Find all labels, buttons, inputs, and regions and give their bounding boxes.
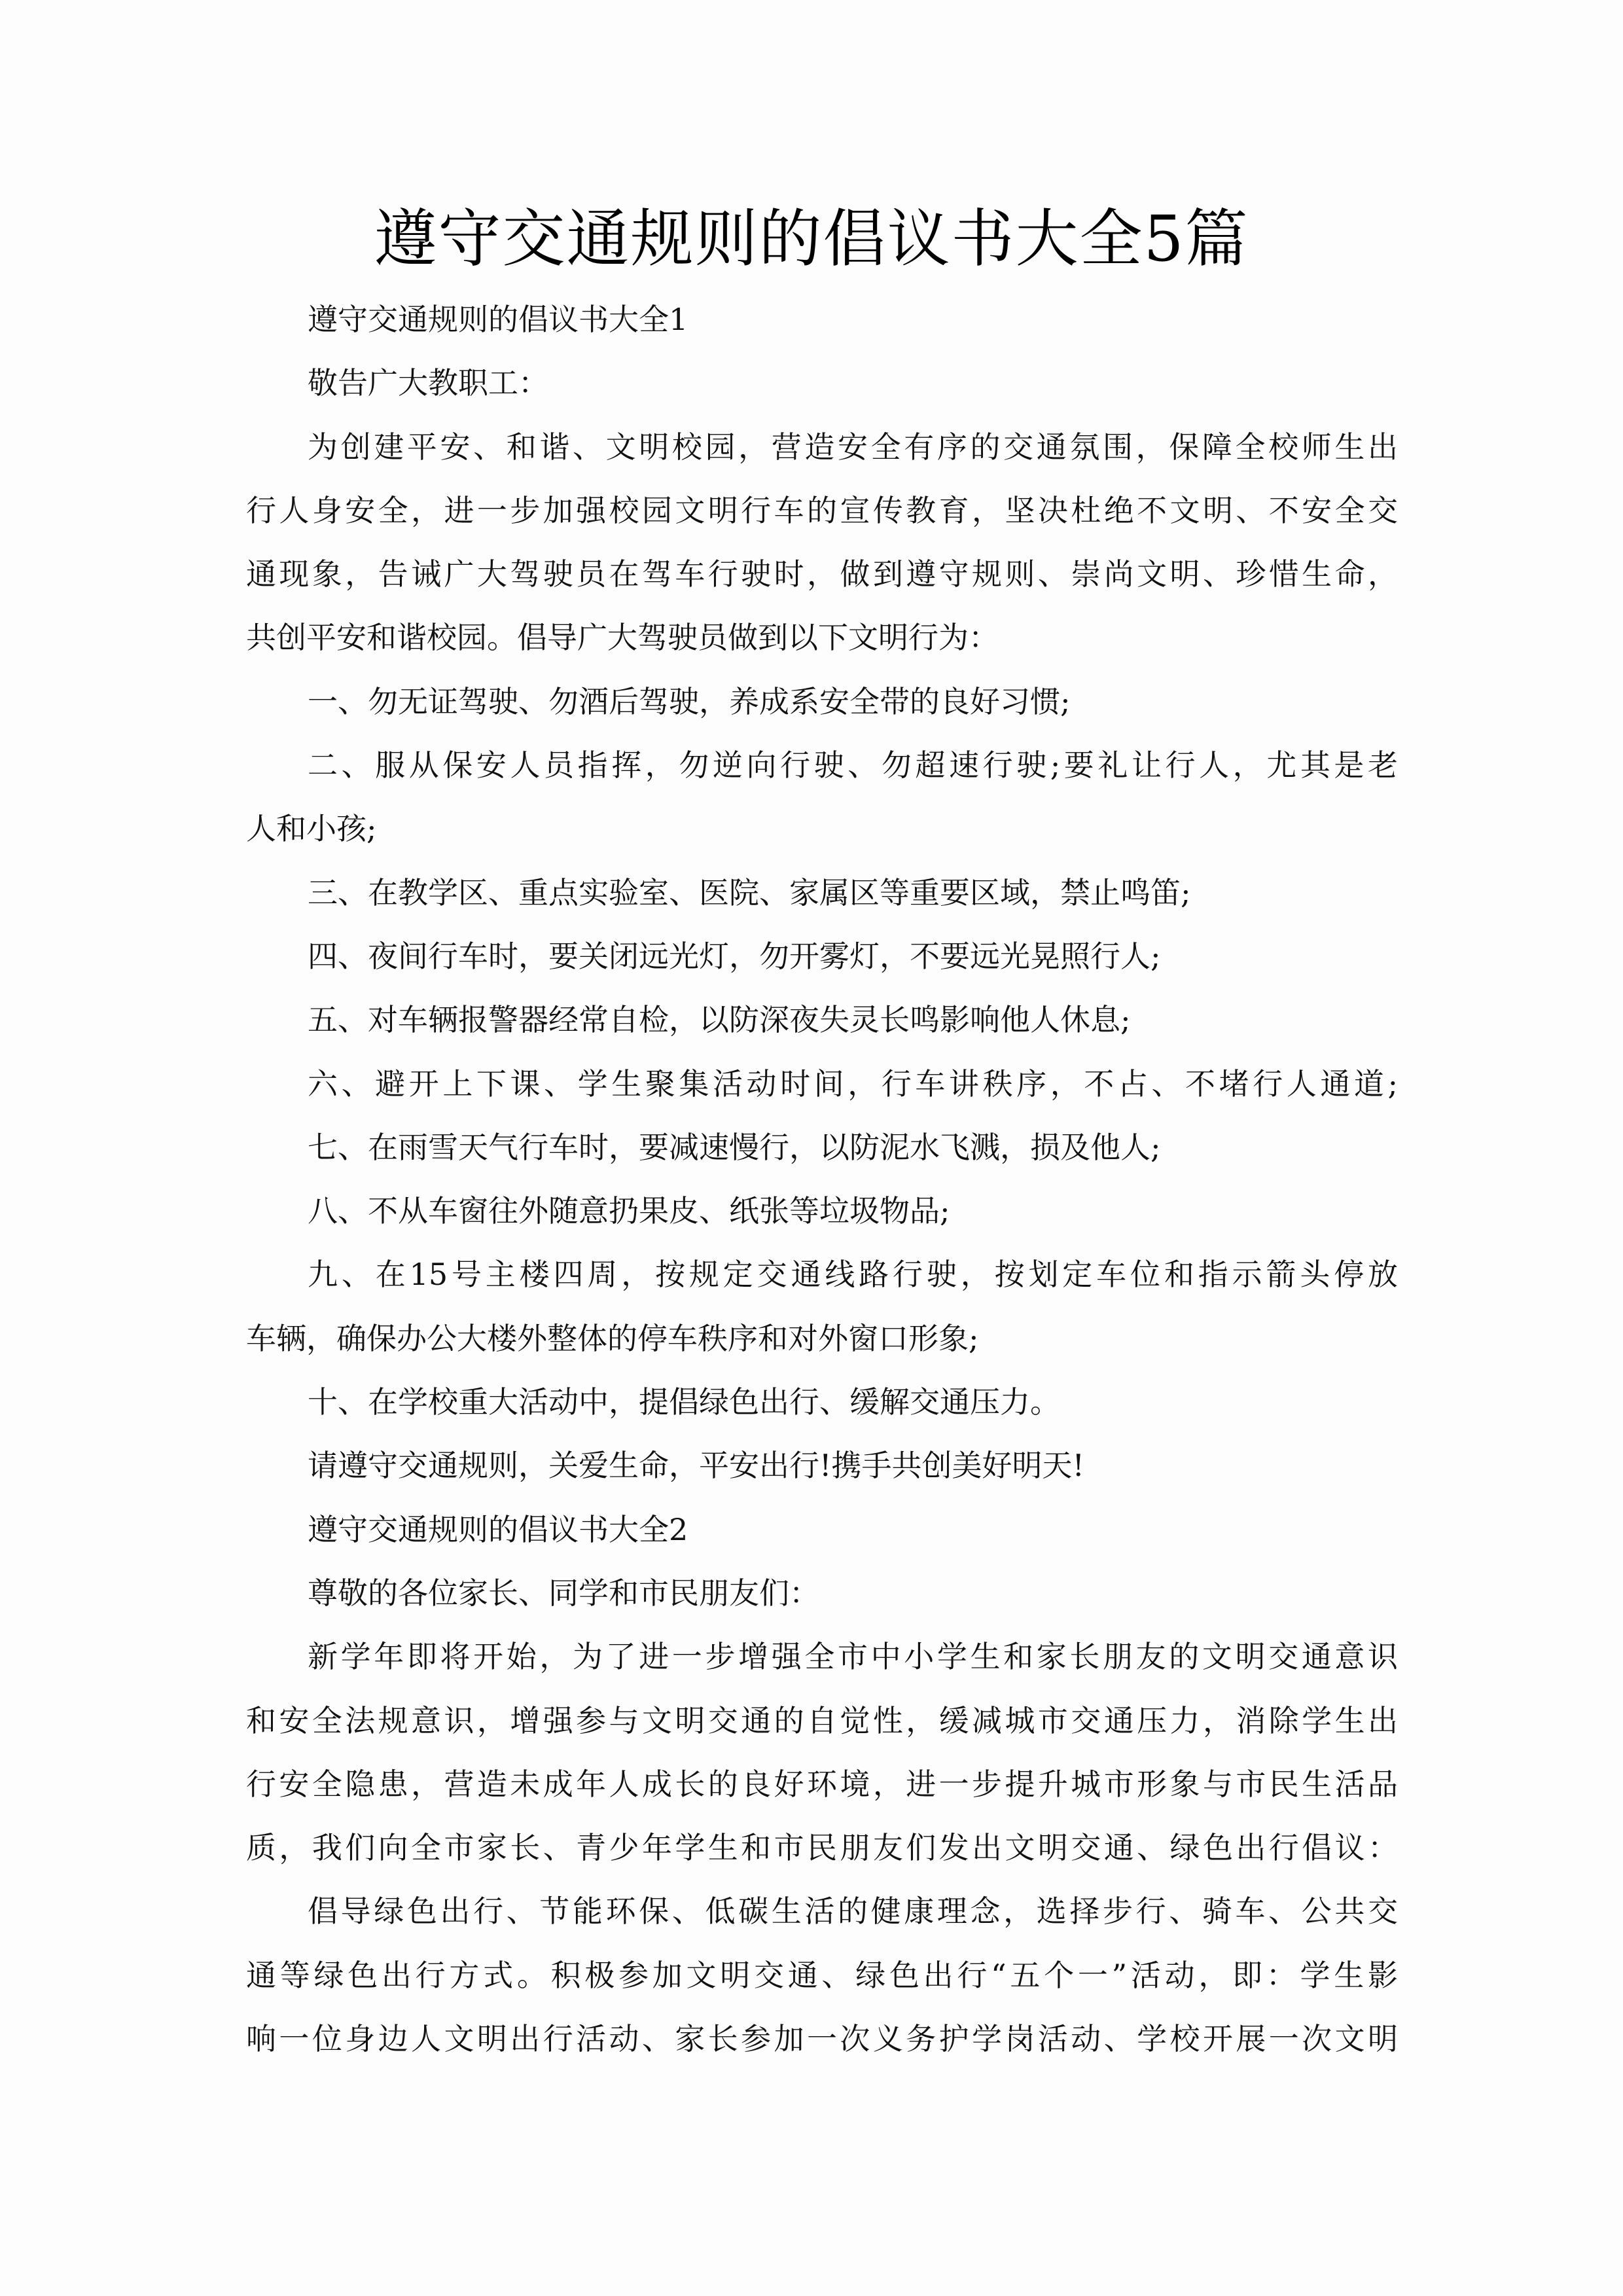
paragraph-line: 遵守交通规则的倡议书大全2 [308,1511,688,1547]
paragraph-line: 五、对车辆报警器经常自检，以防深夜失灵长鸣影响他人休息; [308,1002,1131,1038]
paragraph-line: 尊敬的各位家长、同学和市民朋友们： [308,1575,819,1611]
paragraph-line: 一、勿无证驾驶、勿酒后驾驶，养成系安全带的良好习惯; [308,683,1071,719]
paragraph-line: 敬告广大教职工： [308,365,548,401]
paragraph-line: 共创平安和谐校园。倡导广大驾驶员做到以下文明行为： [246,620,999,656]
paragraph-line: 行人身安全，进一步加强校园文明行车的宣传教育，坚决杜绝不文明、不安全交 [246,492,1398,528]
paragraph-line: 通等绿色出行方式。积极参加文明交通、绿色出行“五个一”活动，即：学生影 [246,1957,1398,1993]
paragraph-line: 为创建平安、和谐、文明校园，营造安全有序的交通氛围，保障全校师生出 [308,429,1398,465]
document-body [246,288,1398,2071]
document-title: 遵守交通规则的倡议书大全5篇 [374,202,1249,276]
paragraph-line: 倡导绿色出行、节能环保、低碳生活的健康理念，选择步行、骑车、公共交 [308,1893,1398,1929]
paragraph-line: 六、避开上下课、学生聚集活动时间，行车讲秩序，不占、不堵行人通道; [308,1066,1398,1102]
paragraph-line: 人和小孩; [246,811,377,847]
paragraph-line: 八、不从车窗往外随意扔果皮、纸张等垃圾物品; [308,1193,950,1229]
paragraph-line: 行安全隐患，营造未成年人成长的良好环境，进一步提升城市形象与市民生活品 [246,1766,1398,1802]
paragraph-line: 九、在15号主楼四周，按规定交通线路行驶，按划定车位和指示箭头停放 [308,1257,1398,1293]
paragraph-line: 通现象，告诫广大驾驶员在驾车行驶时，做到遵守规则、崇尚文明、珍惜生命， [246,556,1398,592]
paragraph-line: 响一位身边人文明出行活动、家长参加一次义务护学岗活动、学校开展一次文明 [246,2021,1398,2057]
paragraph-line: 七、在雨雪天气行车时，要减速慢行，以防泥水飞溅，损及他人; [308,1129,1161,1165]
paragraph-line: 新学年即将开始，为了进一步增强全市中小学生和家长朋友的文明交通意识 [308,1639,1398,1675]
paragraph-line: 二、服从保安人员指挥，勿逆向行驶、勿超速行驶;要礼让行人，尤其是老 [308,747,1398,783]
paragraph-line: 质，我们向全市家长、青少年学生和市民朋友们发出文明交通、绿色出行倡议： [246,1830,1398,1866]
paragraph-line: 车辆，确保办公大楼外整体的停车秩序和对外窗口形象; [246,1320,979,1356]
paragraph-line: 请遵守交通规则，关爱生命，平安出行!携手共创美好明天! [308,1448,1084,1484]
paragraph-line: 十、在学校重大活动中，提倡绿色出行、缓解交通压力。 [308,1384,1060,1420]
paragraph-line: 和安全法规意识，增强参与文明交通的自觉性，缓减城市交通压力，消除学生出 [246,1702,1398,1738]
paragraph-line: 遵守交通规则的倡议书大全1 [308,302,688,337]
paragraph-line: 四、夜间行车时，要关闭远光灯，勿开雾灯，不要远光晃照行人; [308,938,1161,974]
paragraph-line: 三、在教学区、重点实验室、医院、家属区等重要区域，禁止鸣笛; [308,874,1191,910]
